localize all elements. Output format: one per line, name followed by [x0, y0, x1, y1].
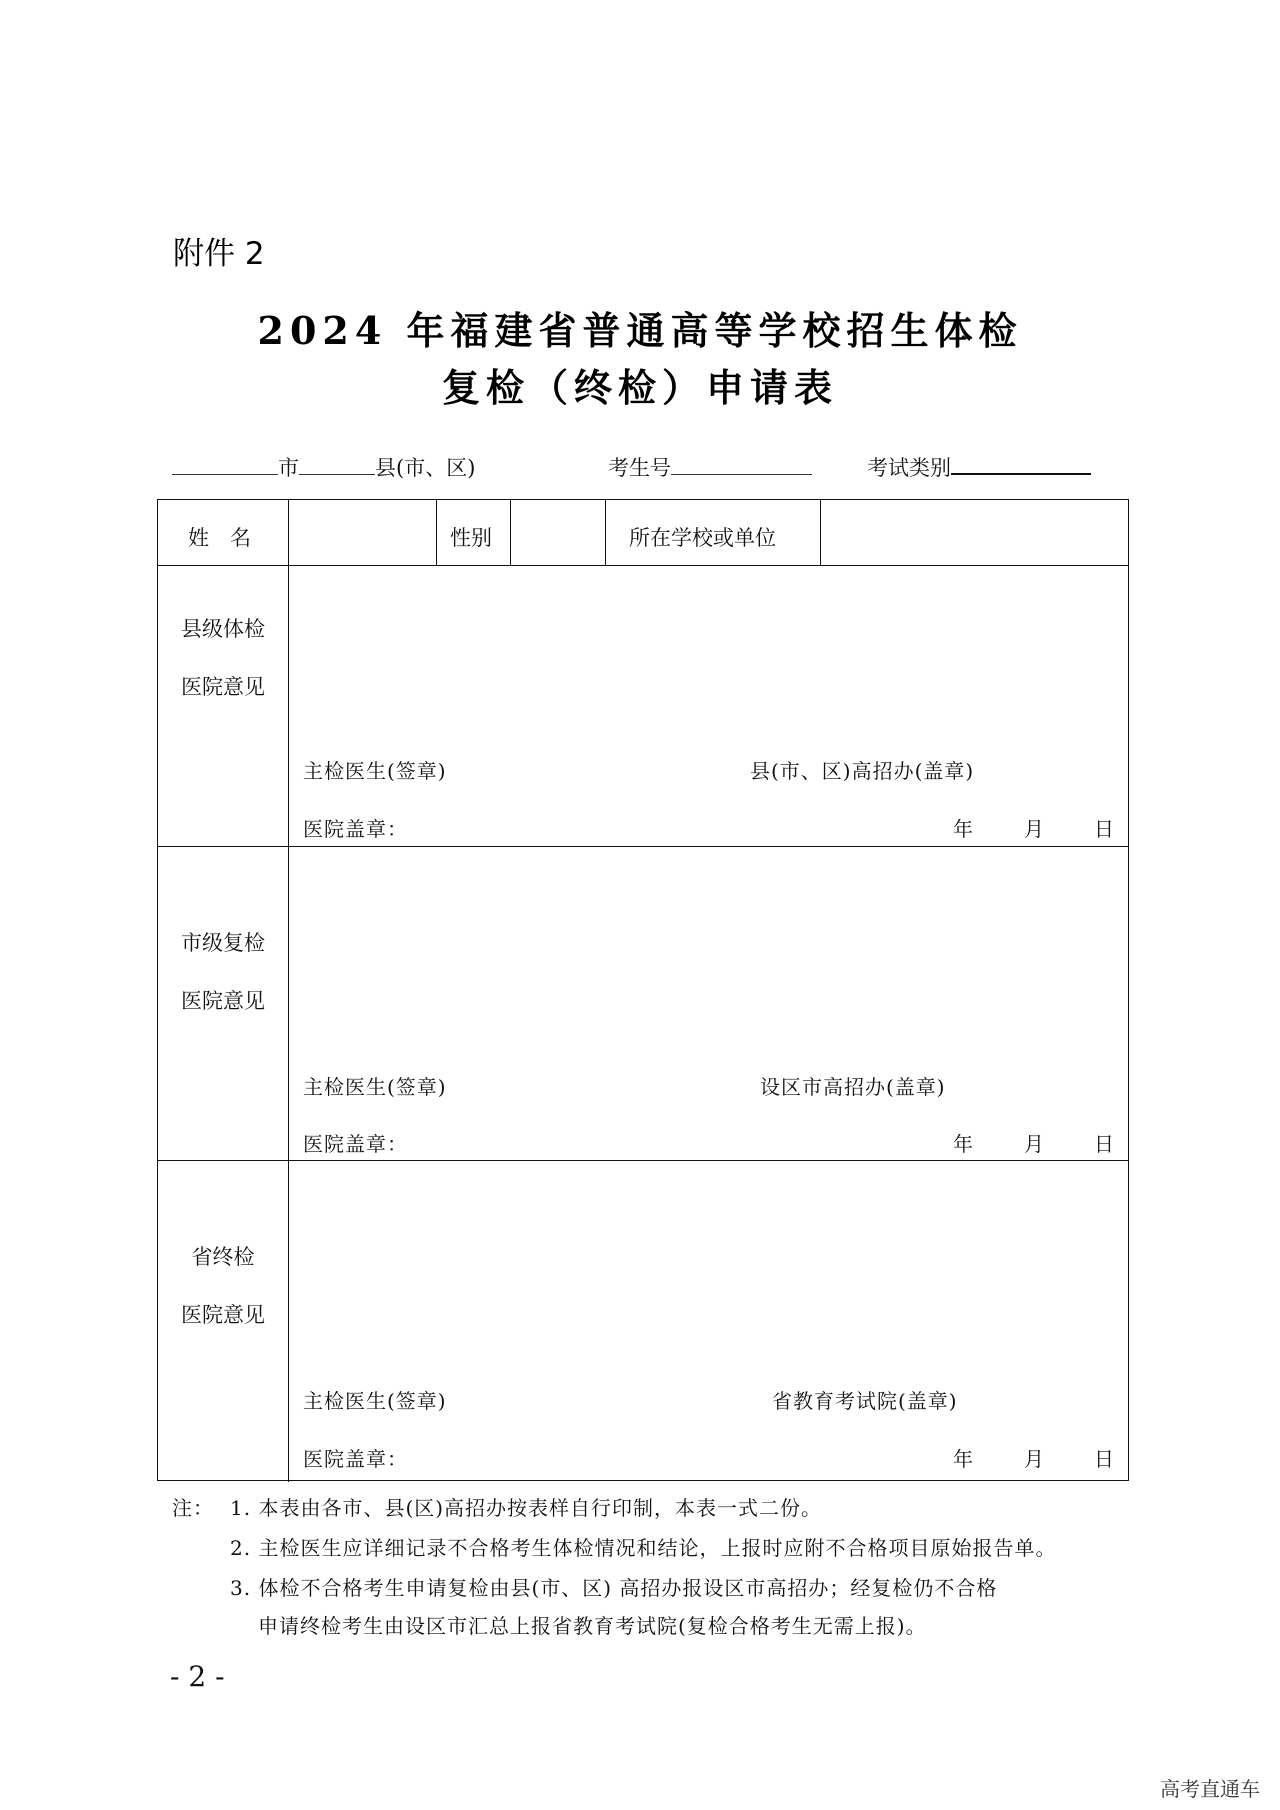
note-item-2: 2. 主检医生应详细记录不合格考生体检情况和结论，上报时应附不合格项目原始报告单。 [230, 1536, 1057, 1560]
county-date-month: 月 [1024, 817, 1045, 841]
note-item-1: 1. 本表由各市、县(区)高招办按表样自行印制，本表一式二份。 [230, 1496, 823, 1520]
location-field[interactable] [172, 452, 475, 482]
column-divider [436, 500, 437, 565]
name-label: 姓 名 [188, 526, 251, 550]
school-label: 所在学校或单位 [629, 526, 776, 550]
exam-number-label: 考生号 [608, 456, 671, 480]
exam-category-label: 考试类别 [867, 456, 951, 480]
column-divider [510, 500, 511, 565]
city-date-day: 日 [1094, 1132, 1115, 1156]
county-date-day: 日 [1094, 817, 1115, 841]
province-doctor-sign: 主检医生(签章) [303, 1389, 447, 1413]
note-item-3-cont: 申请终检考生由设区市汇总上报省教育考试院(复检合格考生无需上报)。 [258, 1614, 927, 1638]
note-item-3: 3. 体检不合格考生申请复检由县(市、区) 高招办报设区市高招办；经复检仍不合格 [230, 1576, 998, 1600]
form-title-line1: 2024 年福建省普通高等学校招生体检 [257, 308, 1023, 353]
column-divider [288, 500, 289, 1482]
city-hospital-seal: 医院盖章： [303, 1132, 408, 1156]
form-title-line2: 复检（终检）申请表 [441, 365, 838, 410]
province-date-year: 年 [953, 1447, 974, 1471]
province-office-seal: 省教育考试院(盖章) [772, 1389, 958, 1413]
city-office-seal: 设区市高招办(盖章) [760, 1075, 946, 1099]
city-section-label-2: 医院意见 [181, 989, 265, 1013]
row-divider [158, 846, 1128, 847]
name-input[interactable] [294, 506, 430, 560]
county-doctor-sign: 主检医生(签章) [303, 759, 447, 783]
column-divider [820, 500, 821, 565]
page-number: - 2 - [170, 1660, 225, 1693]
county-hospital-seal: 医院盖章： [303, 817, 408, 841]
attachment-label: 附件 2 [173, 236, 265, 272]
column-divider [605, 500, 606, 565]
county-label: 县(市、区) [375, 456, 476, 480]
row-divider [158, 565, 1128, 566]
county-date-year: 年 [953, 817, 974, 841]
city-section-label-1: 市级复检 [181, 931, 265, 955]
exam-number-field[interactable] [608, 452, 812, 482]
city-doctor-sign: 主检医生(签章) [303, 1075, 447, 1099]
province-date-month: 月 [1024, 1447, 1045, 1471]
city-label: 市 [278, 456, 299, 480]
province-section-label-1: 省终检 [191, 1245, 255, 1269]
school-input[interactable] [826, 506, 1124, 560]
county-section-label-1: 县级体检 [181, 617, 265, 641]
city-blank[interactable] [172, 473, 278, 475]
exam-number-blank[interactable] [671, 473, 812, 475]
province-opinion-input[interactable] [294, 1166, 1124, 1366]
city-opinion-input[interactable] [294, 852, 1124, 1052]
city-date-year: 年 [953, 1132, 974, 1156]
province-date-day: 日 [1094, 1447, 1115, 1471]
province-hospital-seal: 医院盖章： [303, 1447, 408, 1471]
gender-input[interactable] [516, 506, 600, 560]
exam-category-blank[interactable] [951, 472, 1091, 475]
application-form-table [157, 499, 1129, 1481]
exam-category-field[interactable] [867, 452, 1091, 482]
province-section-label-2: 医院意见 [181, 1303, 265, 1327]
county-office-seal: 县(市、区)高招办(盖章) [750, 759, 975, 783]
row-divider [158, 1160, 1128, 1161]
notes-prefix: 注： [172, 1496, 214, 1520]
watermark-text: 高考直通车 [1160, 1777, 1260, 1801]
county-blank[interactable] [299, 473, 375, 475]
gender-label: 性别 [450, 526, 492, 550]
county-opinion-input[interactable] [294, 570, 1124, 730]
county-section-label-2: 医院意见 [181, 675, 265, 699]
city-date-month: 月 [1024, 1132, 1045, 1156]
